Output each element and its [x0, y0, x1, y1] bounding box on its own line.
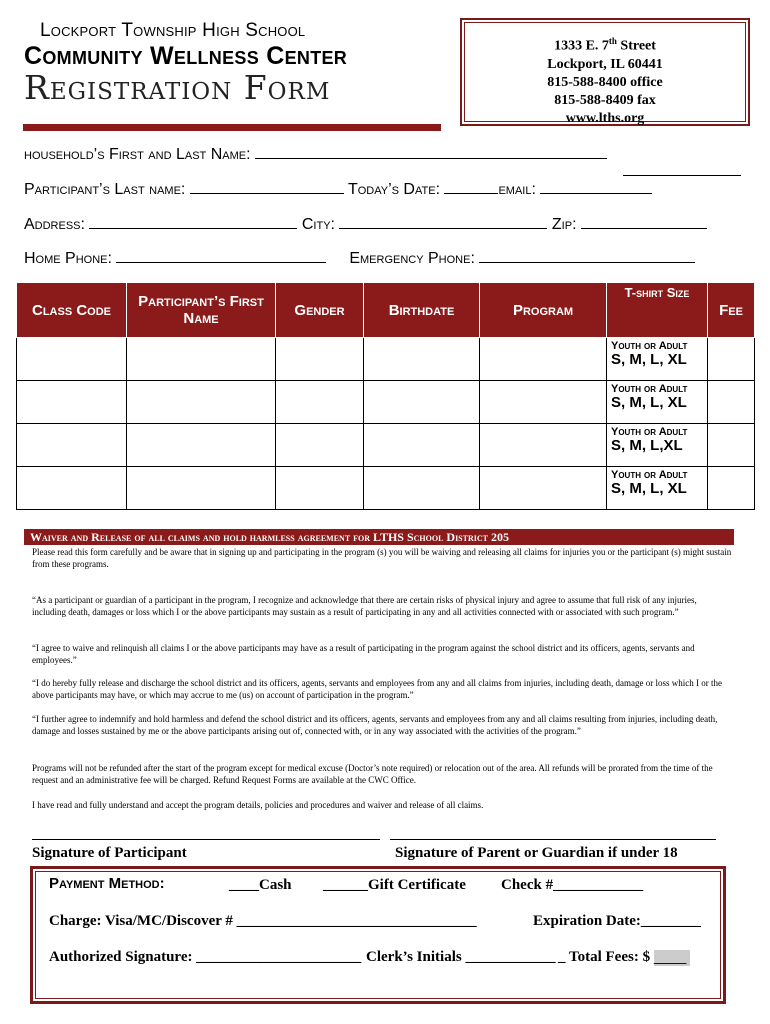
program-cell[interactable]: [480, 338, 607, 381]
emergency-phone-label: Emergency Phone:: [349, 250, 475, 267]
check-number-field[interactable]: Check #____________: [501, 877, 644, 893]
col-tshirt-size: T-shirt Size: [607, 283, 708, 338]
waiver-heading: Waiver and Release of all claims and hold harmless agreement for LTHS School District 205: [24, 529, 734, 545]
gender-cell[interactable]: [276, 381, 364, 424]
participant-signature-line[interactable]: [32, 839, 380, 840]
authorized-signature-field[interactable]: Authorized Signature: ______________________: [49, 949, 362, 965]
size-options: S, M, L, XL: [611, 480, 687, 497]
total-fees-label: _ Total Fees: $: [558, 949, 651, 965]
expiration-date-field[interactable]: Expiration Date:________: [533, 913, 701, 929]
household-name-field-extension[interactable]: [623, 175, 741, 176]
class-code-cell[interactable]: [17, 467, 127, 510]
participant-row: [24, 179, 652, 199]
col-program: Program: [480, 283, 607, 338]
first-name-cell[interactable]: [127, 424, 276, 467]
email-label: email:: [498, 181, 536, 198]
tshirt-cell[interactable]: [607, 467, 708, 510]
zip-label: Zip:: [551, 216, 577, 233]
waiver-paragraph-risk: “As a participant or guardian of a participant in the program, I recognize and acknowledge that there are certain risks of physical injury and agree to assume that full risk of any injuries, including death, damages or loss which I or the above participants may sustain as a result of participating in any and all activities connected with or associated with such program.”: [32, 595, 697, 617]
birthdate-cell[interactable]: [364, 424, 480, 467]
total-fees-row: [558, 949, 690, 966]
table-row: [17, 467, 755, 510]
table-row: [17, 424, 755, 467]
youth-adult-label: Youth or Adult: [611, 426, 688, 438]
col-fee: Fee: [708, 283, 755, 338]
table-row: [17, 381, 755, 424]
participant-last-name-label: Participant’s Last name:: [24, 181, 186, 198]
payment-box: [30, 866, 726, 1004]
program-cell[interactable]: [480, 424, 607, 467]
fee-cell[interactable]: [708, 381, 755, 424]
address-street: 1333 E. 7th Street: [554, 36, 656, 54]
gender-cell[interactable]: [276, 424, 364, 467]
fee-cell[interactable]: [708, 338, 755, 381]
participant-last-name-field[interactable]: [190, 179, 344, 194]
youth-adult-label: Youth or Adult: [611, 469, 688, 481]
tshirt-cell[interactable]: [607, 381, 708, 424]
fee-cell[interactable]: [708, 467, 755, 510]
size-options: S, M, L, XL: [611, 394, 687, 411]
household-name-row: [24, 144, 607, 164]
gender-cell[interactable]: [276, 338, 364, 381]
tshirt-cell[interactable]: [607, 424, 708, 467]
class-code-cell[interactable]: [17, 381, 127, 424]
todays-date-label: Today’s Date:: [347, 181, 441, 198]
address-city: Lockport, IL 60441: [547, 56, 663, 72]
home-phone-field[interactable]: [116, 248, 326, 263]
clerk-initials-field[interactable]: Clerk’s Initials ____________: [366, 949, 556, 965]
school-name: Lockport Township High School: [40, 20, 306, 41]
household-name-label: household’s First and Last Name:: [24, 146, 251, 163]
col-birthdate: Birthdate: [364, 283, 480, 338]
col-gender: Gender: [276, 283, 364, 338]
guardian-signature-line[interactable]: [390, 839, 716, 840]
guardian-signature-label: Signature of Parent or Guardian if under 18: [395, 845, 678, 861]
address-field[interactable]: [89, 214, 297, 229]
fee-cell[interactable]: [708, 424, 755, 467]
address-row: [24, 214, 707, 234]
address-fax: 815-588-8409 fax: [554, 92, 656, 108]
participant-signature-label: Signature of Participant: [32, 845, 187, 861]
center-name: Community Wellness Center: [24, 42, 348, 70]
birthdate-cell[interactable]: [364, 467, 480, 510]
todays-date-field[interactable]: [444, 179, 498, 194]
first-name-cell[interactable]: [127, 338, 276, 381]
total-fees-field[interactable]: _____: [654, 950, 690, 966]
program-cell[interactable]: [480, 467, 607, 510]
emergency-phone-field[interactable]: [479, 248, 695, 263]
address-label: Address:: [24, 216, 85, 233]
title-divider: [23, 124, 441, 131]
city-label: City:: [301, 216, 335, 233]
size-options: S, M, L,XL: [611, 437, 683, 454]
address-box: [460, 18, 750, 126]
class-code-cell[interactable]: [17, 424, 127, 467]
col-first-name: Participant’s First Name: [127, 283, 276, 338]
city-field[interactable]: [339, 214, 547, 229]
acceptance-statement: I have read and fully understand and accept the program details, policies and procedures and waiver and release of all claims.: [32, 800, 484, 810]
table-header-row: [17, 283, 755, 338]
cash-option[interactable]: ____Cash: [229, 877, 292, 893]
tshirt-cell[interactable]: [607, 338, 708, 381]
program-cell[interactable]: [480, 381, 607, 424]
address-web: www.lths.org: [565, 110, 645, 126]
waiver-paragraph-indemnify: “I further agree to indemnify and hold harmless and defend the school district and its officers, agents, servants and employees from any and all claims resulting from injuries, including death, damage and losses sustained by me or the above participants arising out of, connected with, or in any way associated with the activities of the program.”: [32, 714, 718, 736]
waiver-intro: Please read this form carefully and be aware that in signing up and participating in the program (s) you will be waiving and releasing all claims for injuries you or the participant (s) might sustain from these programs.: [32, 547, 732, 569]
waiver-paragraph-release: “I do hereby fully release and discharge the school district and its officers, agents, servants and employees from any and all claims from injuries, including death, damage or loss which I or the above participants may have, or which may accrue to me (us) on account of participation in the program.”: [32, 678, 722, 700]
refund-policy: Programs will not be refunded after the start of the program except for medical excuse (Doctor’s note required) or relocation out of the area. All refunds will be prorated from the time of the request and an administrative fee will be charged. Refund Request Forms are available at the CWC Office.: [32, 763, 713, 785]
birthdate-cell[interactable]: [364, 338, 480, 381]
phone-row: [24, 248, 695, 268]
form-title: Registration Form: [24, 68, 331, 107]
waiver-paragraph-relinquish: “I agree to waive and relinquish all claims I or the above participants may have as a result of participating in the program against the school district and its officers, agents, servants and employees.”: [32, 643, 695, 665]
class-code-cell[interactable]: [17, 338, 127, 381]
gift-certificate-option[interactable]: ______Gift Certificate: [323, 877, 466, 893]
youth-adult-label: Youth or Adult: [611, 383, 688, 395]
col-class-code: Class Code: [17, 283, 127, 338]
home-phone-label: Home Phone:: [24, 250, 112, 267]
card-number-field[interactable]: Charge: Visa/MC/Discover # ________________________________: [49, 913, 477, 929]
table-row: [17, 338, 755, 381]
household-name-field[interactable]: [255, 144, 607, 159]
gender-cell[interactable]: [276, 467, 364, 510]
first-name-cell[interactable]: [127, 467, 276, 510]
payment-method-label: Payment Method:: [49, 875, 165, 892]
zip-field[interactable]: [581, 214, 707, 229]
size-options: S, M, L, XL: [611, 351, 687, 368]
first-name-cell[interactable]: [127, 381, 276, 424]
registration-table: [16, 282, 755, 510]
address-office-phone: 815-588-8400 office: [547, 74, 663, 90]
email-field[interactable]: [540, 179, 652, 194]
birthdate-cell[interactable]: [364, 381, 480, 424]
youth-adult-label: Youth or Adult: [611, 340, 688, 352]
